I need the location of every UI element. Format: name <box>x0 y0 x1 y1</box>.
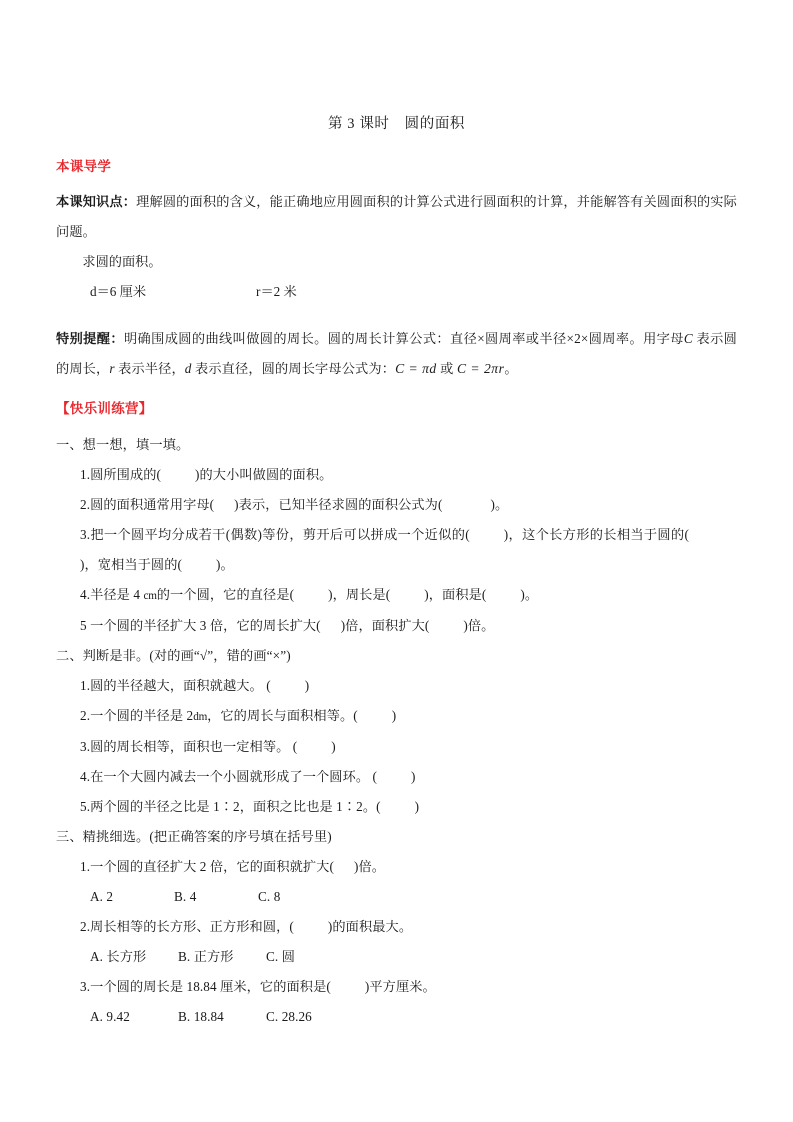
knowledge-point-label: 本课知识点： <box>56 194 137 209</box>
s1-item-3-text-c: )，宽相当于圆的( <box>80 557 182 572</box>
s3-item-3-number: 3. <box>80 979 91 994</box>
s2-item-3 <box>56 732 737 762</box>
s1-item-5-number: 5 <box>80 618 87 633</box>
s1-item-4-unit: cm <box>143 590 157 602</box>
s1-item-5 <box>56 611 737 641</box>
s1-item-1-text-b: )的大小叫做圆的面积。 <box>195 467 333 482</box>
s3-item-3-options <box>56 1002 737 1032</box>
knowledge-point-text: 理解圆的面积的含义，能正确地应用圆面积的计算公式进行圆面积的计算，并能解答有关圆面积的实际问题。 <box>56 194 737 239</box>
value-diameter: d＝6 厘米 <box>90 284 147 299</box>
s1-item-4-text-d: )，面积是( <box>424 587 487 602</box>
s2-item-1-text-b: ) <box>304 678 310 693</box>
s3-item-3-text-a: 一个圆的周长是 18.84 厘米，它的面积是( <box>90 979 331 994</box>
s2-item-5-text-a: 两个圆的半径之比是 1∶2，面积之比也是 1∶2。( <box>90 799 381 814</box>
s2-item-2-unit: dm <box>193 711 208 723</box>
s3-item-2-text-b: )的面积最大。 <box>327 919 413 934</box>
s1-item-5-text-a: 一个圆的半径扩大 3 倍，它的周长扩大( <box>86 618 321 633</box>
s1-item-3-number: 3. <box>80 527 91 542</box>
given-values-line <box>56 277 737 307</box>
s3-item-3 <box>56 972 737 1002</box>
task-line: 求圆的面积。 <box>82 254 162 269</box>
s1-item-5-text-c: )倍。 <box>463 618 495 633</box>
s1-item-4-text-c: )，周长是( <box>328 587 391 602</box>
s1-item-4-text-e: )。 <box>520 587 539 602</box>
reminder-text-1: 明确围成圆的曲线叫做圆的周长。圆的周长计算公式：直径×圆周率或半径×2×圆周率。用字母 <box>123 331 684 346</box>
s3-item-3-text-b: )平方厘米。 <box>364 979 436 994</box>
s2-item-5-text-b: ) <box>414 799 420 814</box>
s1-item-2-text-b: )表示，已知半径求圆的面积公式为( <box>234 497 443 512</box>
section-heading-guide: 本课导学 <box>56 159 112 174</box>
s2-item-4-text-a: 在一个大圆内减去一个小圆就形成了一个圆环。 ( <box>90 769 378 784</box>
s2-item-1-number: 1. <box>80 678 91 693</box>
s3-item-2 <box>56 912 737 942</box>
formula-circumference-diameter: C = πd <box>395 361 437 376</box>
s2-item-1-text-a: 圆的半径越大，面积就越大。 ( <box>90 678 271 693</box>
s3-item-1-option-a[interactable]: A. 2 <box>90 889 114 904</box>
s1-item-3-text-d: )。 <box>216 557 234 572</box>
s2-item-5 <box>56 792 737 822</box>
s3-item-1-number: 1. <box>80 859 91 874</box>
s1-item-3 <box>56 520 737 580</box>
section-3-heading: 三、精挑细选。(把正确答案的序号填在括号里) <box>56 829 332 844</box>
top-margin <box>56 0 737 112</box>
s2-item-4-number: 4. <box>80 769 91 784</box>
s1-item-2-text-a: 圆的面积通常用字母( <box>90 497 215 512</box>
reminder-paragraph <box>56 324 737 384</box>
s3-item-3-option-c[interactable]: C. 28.26 <box>266 1009 312 1024</box>
s2-item-4-text-b: ) <box>411 769 416 784</box>
s1-item-4-number: 4. <box>80 587 91 602</box>
knowledge-point-paragraph <box>56 187 737 247</box>
s2-item-3-text-b: ) <box>331 739 336 754</box>
s3-item-1-option-c[interactable]: C. 8 <box>258 889 281 904</box>
s2-item-3-text-a: 圆的周长相等，面积也一定相等。 ( <box>90 739 298 754</box>
s1-item-5-text-b: )倍，面积扩大( <box>340 618 430 633</box>
s2-item-2-text-b: ，它的周长与面积相等。( <box>207 708 358 723</box>
formula-circumference-radius: C = 2πr <box>456 361 505 376</box>
page-title: 第 3 课时 圆的面积 <box>327 116 466 132</box>
s2-item-2-text-a: 一个圆的半径是 2 <box>90 708 194 723</box>
s3-item-2-option-c[interactable]: C. 圆 <box>266 949 295 964</box>
s1-item-1-number: 1. <box>80 467 91 482</box>
s2-item-3-number: 3. <box>80 739 91 754</box>
reminder-var-r: r <box>109 361 115 376</box>
s2-item-2 <box>56 701 737 732</box>
s1-item-1-text-a: 圆所围成的( <box>90 467 162 482</box>
s1-item-1 <box>56 460 737 490</box>
s3-item-1-options <box>56 882 737 912</box>
s1-item-4-text-b: 的一个圆，它的直径是( <box>156 587 295 602</box>
s3-item-2-options <box>56 942 737 972</box>
formula-conjunction: 或 <box>436 361 457 376</box>
s3-item-3-option-a[interactable]: A. 9.42 <box>90 1009 130 1024</box>
reminder-text-2: 表示圆的周长， <box>56 331 737 376</box>
s3-item-2-text-a: 周长相等的长方形、正方形和圆，( <box>90 919 294 934</box>
s3-item-1 <box>56 852 737 882</box>
s2-item-2-number: 2. <box>80 708 91 723</box>
section-2-heading: 二、判断是非。(对的画“√”，错的画“×”) <box>56 648 291 663</box>
section-heading-training: 【快乐训练营】 <box>56 401 153 416</box>
reminder-text-4: 表示直径，圆的周长字母公式为： <box>191 361 396 376</box>
s2-item-1 <box>56 671 737 701</box>
reminder-text-3: 表示半径， <box>114 361 185 376</box>
s1-item-2-text-c: )。 <box>490 497 509 512</box>
s3-item-3-option-b[interactable]: B. 18.84 <box>178 1009 224 1024</box>
reminder-var-d: d <box>184 361 192 376</box>
s1-item-4-text-a: 半径是 4 <box>90 587 144 602</box>
s1-item-4 <box>56 580 737 611</box>
s3-item-1-option-b[interactable]: B. 4 <box>174 889 197 904</box>
s1-item-3-text-a: 把一个圆平均分成若干(偶数)等份，剪开后可以拼成一个近似的( <box>90 527 470 542</box>
s3-item-1-text-b: )倍。 <box>353 859 386 874</box>
reminder-var-c: C <box>683 331 693 346</box>
section-1-heading: 一、想一想，填一填。 <box>56 437 190 452</box>
reminder-period: 。 <box>504 361 518 376</box>
value-radius: r＝2 米 <box>256 284 297 299</box>
s3-item-2-number: 2. <box>80 919 91 934</box>
s3-item-2-option-a[interactable]: A. 长方形 <box>90 949 147 964</box>
s1-item-3-text-b: )，这个长方形的长相当于圆的( <box>503 527 689 542</box>
s1-item-2 <box>56 490 737 520</box>
s1-item-2-number: 2. <box>80 497 91 512</box>
s2-item-5-number: 5. <box>80 799 91 814</box>
s3-item-1-text-a: 一个圆的直径扩大 2 倍，它的面积就扩大( <box>90 859 334 874</box>
s3-item-2-option-b[interactable]: B. 正方形 <box>178 949 234 964</box>
reminder-label: 特别提醒： <box>56 331 124 346</box>
spacer-before-reminder <box>56 307 737 324</box>
s2-item-4 <box>56 762 737 792</box>
s2-item-2-text-c: ) <box>391 708 397 723</box>
